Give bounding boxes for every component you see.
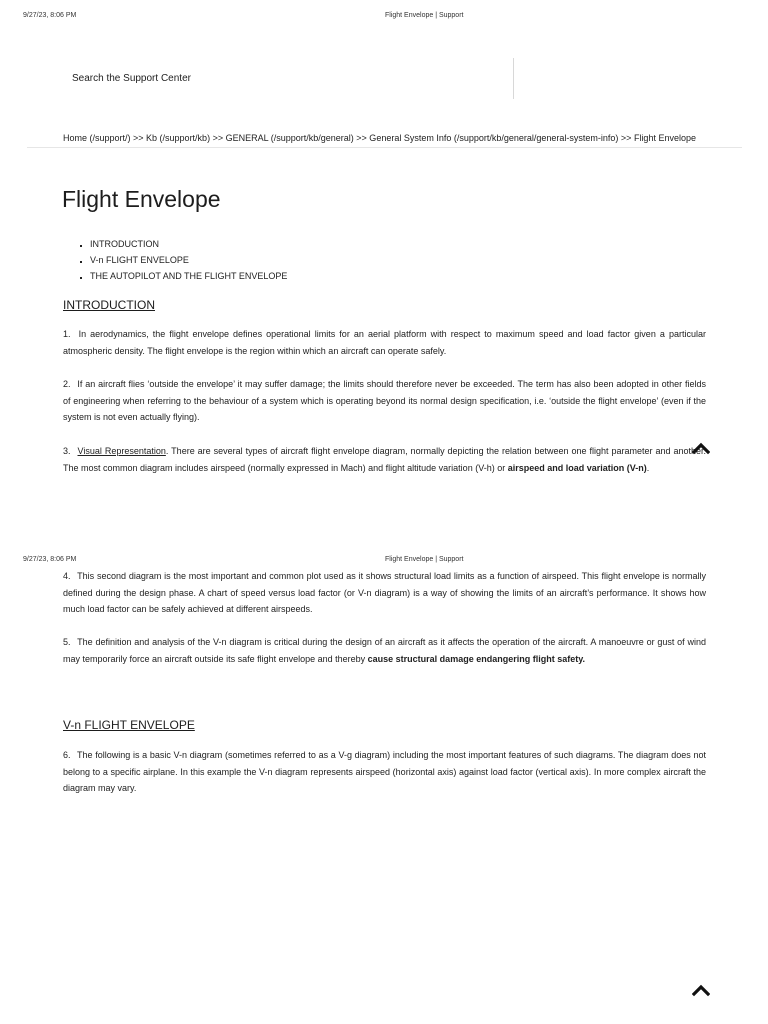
paragraph-5 <box>63 634 706 667</box>
toc-item-introduction[interactable]: ▪ INTRODUCTION <box>90 236 287 252</box>
paragraph-text: The following is a basic V-n diagram (sometimes referred to as a V-g diagram) including the most important features of such diagrams. The diagram does not belong to a specific airplane. In this example the V-n diagram represents airspeed (horizontal axis) against load factor (vertical axis). In more complex aircraft the diagram may vary. <box>63 750 706 794</box>
chevron-up-icon[interactable] <box>692 441 710 455</box>
paragraph-6 <box>63 747 706 797</box>
paragraph-text: . There are several types of aircraft flight envelope diagram, normally depicting the relation between one flight parameter and another. The most common diagram includes airspeed (normally expressed in Mach) and flight altitude variation (V-h) or <box>63 446 707 473</box>
paragraph-text: This second diagram is the most important and common plot used as it shows structural load limits as a function of airspeed. This flight envelope is normally defined during the design phase. A chart of speed versus load factor (or V-n diagram) is a way of showing the limits of an aircraft’s performance. It shows how much load factor can be safely achieved at different airspeeds. <box>63 571 706 615</box>
print-title: Flight Envelope | Support <box>385 12 464 19</box>
paragraph-2 <box>63 376 706 426</box>
toc-item-autopilot[interactable]: ▪ THE AUTOPILOT AND THE FLIGHT ENVELOPE <box>90 268 287 284</box>
page-title: Flight Envelope <box>62 186 221 212</box>
chevron-up-icon[interactable] <box>692 983 710 997</box>
paragraph-number: 6. <box>63 750 71 760</box>
paragraph-1 <box>63 326 706 359</box>
toc-item-vn-flight-envelope[interactable]: ▪ V-n FLIGHT ENVELOPE <box>90 252 287 268</box>
paragraph-4 <box>63 568 706 618</box>
paragraph-number: 5. <box>63 637 71 647</box>
table-of-contents <box>76 236 287 284</box>
header-rule <box>27 147 742 148</box>
paragraph-bold-text: airspeed and load variation (V-n) <box>507 462 647 473</box>
paragraph-end: . <box>646 462 650 473</box>
paragraph-text: In aerodynamics, the flight envelope defines operational limits for an aerial platform with respect to maximum speed and load factor given a particular atmospheric density. The flight envelope is the region within which an aircraft can operate safely. <box>63 329 706 356</box>
visual-representation-link[interactable]: Visual Representation <box>77 446 166 456</box>
paragraph-text: The definition and analysis of the V-n diagram is critical during the design of an aircraft as it affects the operation of the aircraft. A manoeuvre or gust of wind may temporarily force an aircraft outside its safe flight envelope and thereby <box>63 637 706 664</box>
print-datetime-page-2: 9/27/23, 8:06 PM <box>23 556 77 563</box>
paragraph-number: 4. <box>63 571 71 581</box>
paragraph-number: 1. <box>63 329 71 339</box>
section-heading-vn-flight-envelope: V-n FLIGHT ENVELOPE <box>63 718 195 732</box>
print-title-page-2: Flight Envelope | Support <box>385 556 464 563</box>
paragraph-text: If an aircraft flies ‘outside the envelope’ it may suffer damage; the limits should therefore never be exceeded. The term has also been adopted in other fields of engineering when referring to the behaviour of a system which is operating beyond its normal design specification, i.e. ‘outside the flight envelope’ (even if the system is not even actually flying). <box>63 379 706 423</box>
paragraph-number: 3. <box>63 446 71 456</box>
print-datetime: 9/27/23, 8:06 PM <box>23 12 77 19</box>
section-heading-introduction: INTRODUCTION <box>63 298 155 312</box>
search-support-link[interactable]: Search the Support Center <box>72 73 191 84</box>
paragraph-number: 2. <box>63 379 71 389</box>
header-divider <box>513 58 514 99</box>
paragraph-3 <box>63 443 706 476</box>
paragraph-bold-text: cause structural damage endangering flight safety. <box>367 653 586 664</box>
breadcrumb[interactable]: Home (/support/) >> Kb (/support/kb) >> GENERAL (/support/kb/general) >> General System Info (/support/kb/general/general-system-info) >> Flight Envelope <box>63 133 696 143</box>
